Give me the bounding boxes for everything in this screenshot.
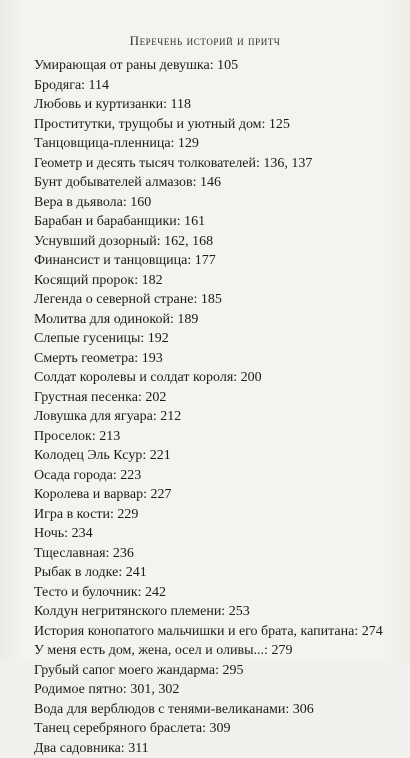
toc-entry: Косящий пророк: 182 — [34, 271, 394, 291]
toc-entry: Легенда о северной стране: 185 — [34, 290, 394, 310]
toc-entry: Любовь и куртизанки: 118 — [34, 95, 394, 115]
toc-list — [34, 56, 394, 758]
toc-entry: Танцовщица-пленница: 129 — [34, 134, 394, 154]
toc-entry: Колодец Эль Ксур: 221 — [34, 446, 394, 466]
toc-entry: Слепые гусеницы: 192 — [34, 329, 394, 349]
toc-entry: Осада города: 223 — [34, 466, 394, 486]
toc-entry: Родимое пятно: 301, 302 — [34, 680, 394, 700]
toc-entry: Рыбак в лодке: 241 — [34, 563, 394, 583]
toc-entry: Два садовника: 311 — [34, 739, 394, 758]
toc-entry: Смерть геометра: 193 — [34, 349, 394, 369]
toc-entry: Солдат королевы и солдат короля: 200 — [34, 368, 394, 388]
toc-entry: Игра в кости: 229 — [34, 505, 394, 525]
toc-entry: Проселок: 213 — [34, 427, 394, 447]
toc-entry: Тесто и булочник: 242 — [34, 583, 394, 603]
toc-entry: Барабан и барабанщики: 161 — [34, 212, 394, 232]
toc-entry: Бродяга: 114 — [34, 76, 394, 96]
toc-entry: Грубый сапог моего жандарма: 295 — [34, 661, 394, 681]
toc-entry: Уснувший дозорный: 162, 168 — [34, 232, 394, 252]
toc-entry: Танец серебряного браслета: 309 — [34, 719, 394, 739]
toc-entry: Геометр и десять тысяч толкователей: 136, 137 — [34, 154, 394, 174]
toc-entry: У меня есть дом, жена, осел и оливы...: 279 — [34, 641, 394, 661]
toc-entry: История конопатого мальчишки и его брата, капитана: 274 — [34, 622, 394, 642]
toc-entry: Колдун негритянского племени: 253 — [34, 602, 394, 622]
toc-entry: Ловушка для ягуара: 212 — [34, 407, 394, 427]
toc-entry: Грустная песенка: 202 — [34, 388, 394, 408]
running-head: Перечень историй и притч — [0, 33, 410, 49]
toc-entry: Проститутки, трущобы и уютный дом: 125 — [34, 115, 394, 135]
toc-entry: Тщеславная: 236 — [34, 544, 394, 564]
toc-entry: Бунт добывателей алмазов: 146 — [34, 173, 394, 193]
toc-entry: Вода для верблюдов с тенями-великанами: 306 — [34, 700, 394, 720]
toc-entry: Финансист и танцовщица: 177 — [34, 251, 394, 271]
toc-entry: Вера в дьявола: 160 — [34, 193, 394, 213]
toc-entry: Молитва для одинокой: 189 — [34, 310, 394, 330]
toc-entry: Королева и варвар: 227 — [34, 485, 394, 505]
toc-entry: Ночь: 234 — [34, 524, 394, 544]
toc-entry: Умирающая от раны девушка: 105 — [34, 56, 394, 76]
